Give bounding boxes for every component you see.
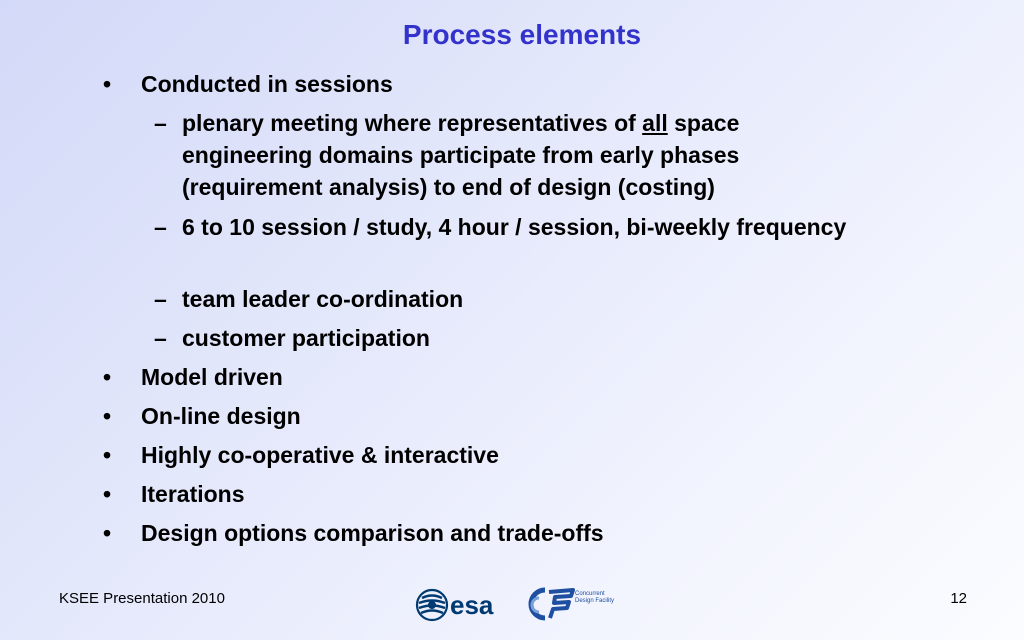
slide-title: Process elements [402, 19, 642, 50]
bullet-text: Highly co-operative & interactive [141, 442, 499, 468]
esa-logo [414, 584, 514, 624]
cdf-mark-icon [531, 590, 573, 618]
bullet-text: On-line design [141, 403, 301, 429]
footer-presentation-name: KSEE Presentation 2010 [59, 590, 225, 607]
sub-bullet-text-post: space engineering domains participate from early phases (requirement analysis) to end of design (costing) [182, 110, 740, 200]
bullet-marker: • [103, 71, 112, 97]
dash-marker: – [154, 110, 167, 136]
sub-bullet-text-pre: plenary meeting where representatives of [182, 110, 643, 136]
sub-bullet-text: customer participation [182, 325, 430, 351]
cdf-logo [525, 584, 617, 622]
dash-marker: – [154, 214, 167, 240]
dash-marker: – [154, 286, 167, 312]
sub-bullet-text [182, 107, 862, 203]
bullet-marker: • [103, 520, 112, 546]
esa-logo-text: esa [450, 590, 494, 620]
bullet-marker: • [103, 403, 112, 429]
bullet-marker: • [103, 481, 112, 507]
bullet-marker: • [103, 364, 112, 390]
bullet-text: Conducted in sessions [141, 71, 393, 97]
emphasis-text: all [642, 110, 668, 136]
sub-bullet-text: team leader co-ordination [182, 286, 464, 312]
bullet-text: Design options comparison and trade-offs [141, 520, 604, 546]
page-number: 12 [950, 590, 967, 607]
bullet-text: Iterations [141, 481, 245, 507]
sub-bullet-text: 6 to 10 session / study, 4 hour / session, bi-weekly frequency [182, 214, 847, 240]
esa-globe-icon [417, 590, 447, 620]
dash-marker: – [154, 325, 167, 351]
cdf-logo-line2: Design Facility [575, 598, 615, 604]
bullet-marker: • [103, 442, 112, 468]
cdf-logo-line1: Concurrent [575, 591, 605, 597]
bullet-text: Model driven [141, 364, 283, 390]
